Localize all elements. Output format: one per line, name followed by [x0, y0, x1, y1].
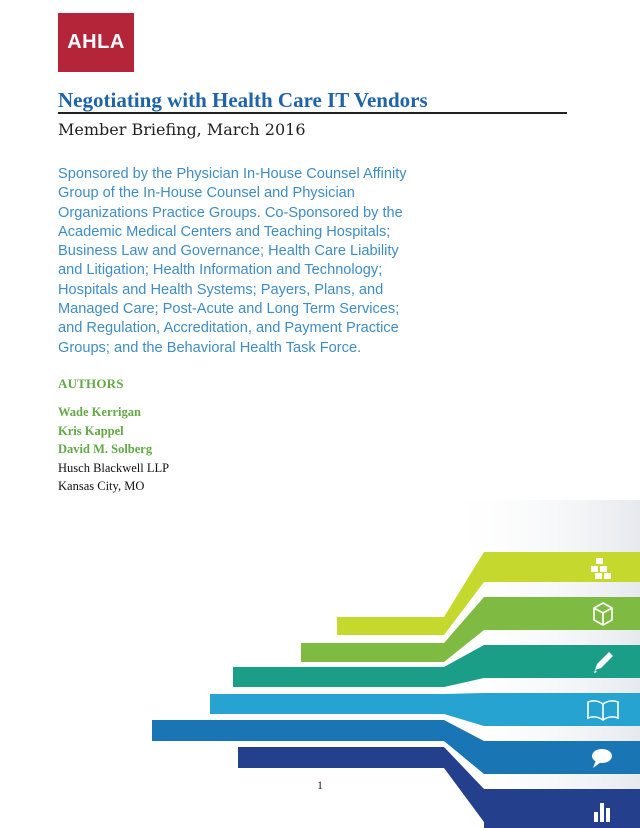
step-bar — [233, 667, 444, 687]
step-connector — [444, 552, 484, 635]
step-banner — [484, 741, 640, 774]
graphic-backdrop — [440, 500, 640, 828]
step-connector — [444, 645, 484, 687]
step-connector — [444, 747, 484, 822]
step-banner — [484, 552, 640, 582]
blocks-icon — [591, 558, 611, 579]
document-subtitle: Member Briefing, March 2016 — [58, 120, 306, 139]
step-bar — [210, 694, 444, 714]
step-bar — [152, 720, 444, 741]
page-number: 1 — [317, 778, 323, 792]
author-list — [58, 403, 169, 496]
sponsorship-text: Sponsored by the Physician In-House Counsel Affinity Group of the In-House Counsel and Physician Organizations Practice Groups. Co-Sponsored by the Academic Medical Centers and Teaching Hospitals; Business Law and Governance; Health Care Liability and Litigation; Health Information and Technology; Hospitals and Health Systems; Payers, Plans, and Managed Care; Post-Acute and Long Term Services; and Regulation, Accreditation, and Payment Practice Groups; and the Behavioral Health Task Force. — [58, 166, 407, 356]
step-banner — [484, 597, 640, 630]
step-banner — [484, 645, 640, 678]
step-connector — [444, 720, 484, 774]
step-bar — [337, 617, 444, 635]
ahla-logo: AHLA — [58, 13, 134, 72]
step-banner — [484, 789, 640, 828]
step-banner — [484, 693, 640, 726]
box-icon — [594, 603, 612, 625]
book-icon — [588, 701, 618, 720]
author-location: Kansas City, MO — [58, 479, 145, 493]
title-rule — [58, 112, 567, 114]
author-name: Wade Kerrigan — [58, 405, 141, 419]
speech-bubble-icon — [592, 749, 612, 768]
pencil-icon — [594, 652, 613, 673]
document-title: Negotiating with Health Care IT Vendors — [58, 88, 428, 112]
bar-chart-icon — [594, 803, 610, 822]
step-bar — [301, 643, 444, 662]
step-bar — [238, 747, 444, 768]
author-name: Kris Kappel — [58, 423, 124, 438]
step-connector — [444, 693, 484, 726]
author-name: David M. Solberg — [58, 442, 153, 456]
authors-heading: AUTHORS — [58, 376, 124, 391]
author-firm: Husch Blackwell LLP — [58, 460, 170, 475]
step-connector — [444, 597, 484, 662]
